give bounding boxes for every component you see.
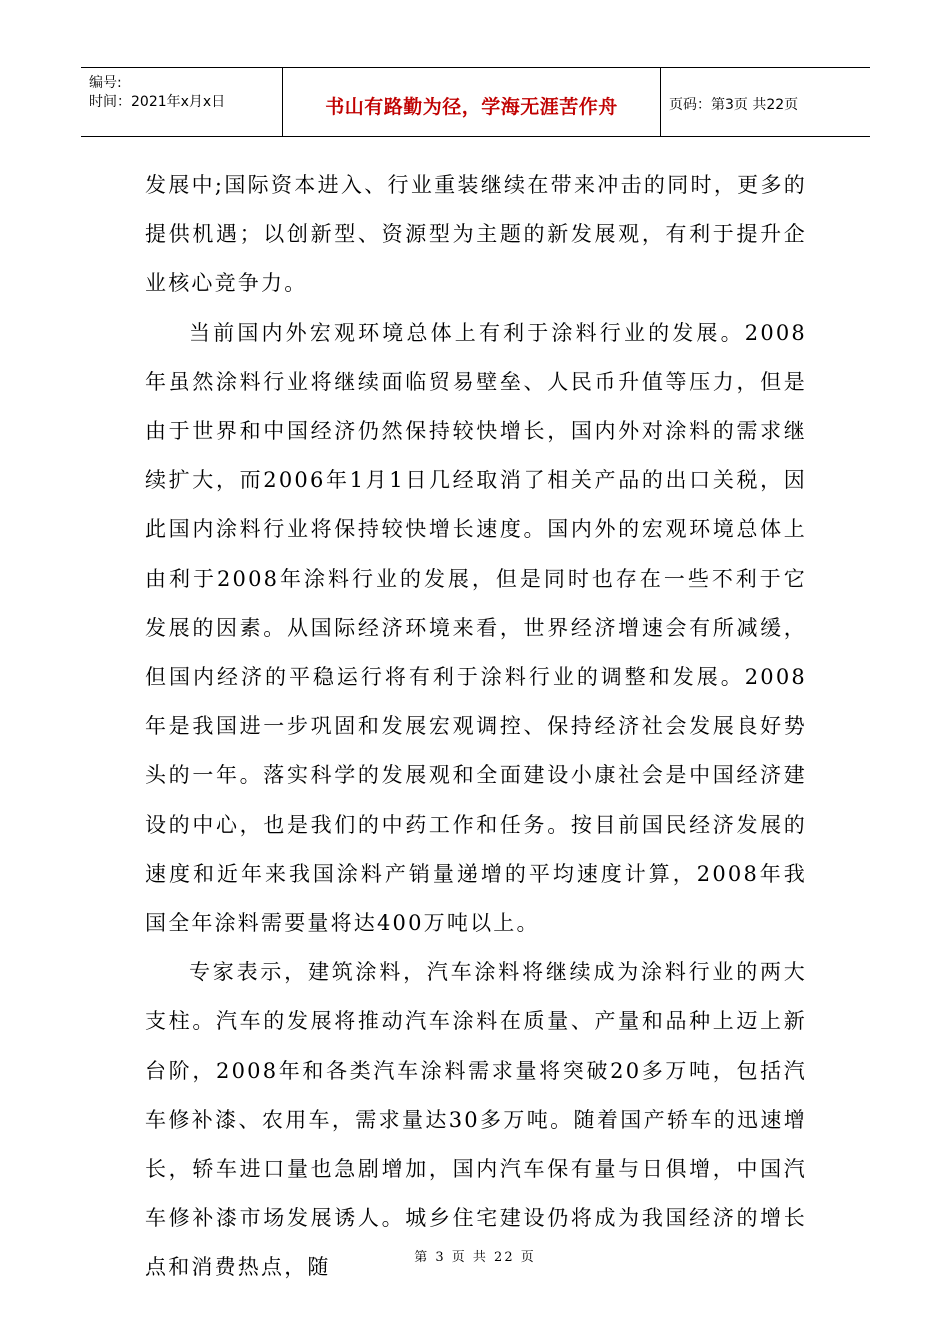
serial-number-label: 编号: — [89, 75, 122, 91]
header-page-info: 页码：第3页 共22页 — [669, 97, 799, 113]
header-meta-cell — [81, 68, 283, 136]
paragraph: 专家表示，建筑涂料，汽车涂料将继续成为涂料行业的两大支柱。汽车的发展将推动汽车涂料在质量、产量和品种上迈上新台阶，2008年和各类汽车涂料需求量将突破20多万吨，包括汽车修补漆、农用车，需求量达30多万吨。随着国产轿车的迅速增长，轿车进口量也急剧增加，国内汽车保有量与日俱增，中国汽车修补漆市场发展诱人。城乡住宅建设仍将成为我国经济的增长点和消费热点，随 — [145, 960, 807, 1280]
header-motto-cell — [283, 68, 661, 136]
paragraph-continued: 发展中;国际资本进入、行业重装继续在带来冲击的同时，更多的提供机遇；以创新型、资源型为主题的新发展观，有利于提升企业核心竞争力。 — [145, 173, 807, 296]
page-footer: 第 3 页 共 22 页 — [414, 1250, 536, 1265]
header-page-cell — [661, 68, 870, 136]
page-header — [81, 67, 870, 137]
motto-text: 书山有路勤为径，学海无涯苦作舟 — [325, 96, 618, 118]
document-body — [145, 161, 807, 1293]
paragraph: 当前国内外宏观环境总体上有利于涂料行业的发展。2008年虽然涂料行业将继续面临贸易壁垒、人民币升值等压力，但是由于世界和中国经济仍然保持较快增长，国内外对涂料的需求继续扩大，而2006年1月1日几经取消了相关产品的出口关税，因此国内涂料行业将保持较快增长速度。国内外的宏观环境总体上由利于2008年涂料行业的发展，但是同时也存在一些不利于它发展的因素。从国际经济环境来看，世界经济增速会有所减缓，但国内经济的平稳运行将有利于涂料行业的调整和发展。2008年是我国进一步巩固和发展宏观调控、保持经济社会发展良好势头的一年。落实科学的发展观和全面建设小康社会是中国经济建设的中心，也是我们的中药工作和任务。按目前国民经济发展的速度和近年来我国涂料产销量递增的平均速度计算，2008年我国全年涂料需要量将达400万吨以上。 — [145, 320, 807, 936]
date-label: 时间：2021年x月x日 — [89, 94, 226, 110]
